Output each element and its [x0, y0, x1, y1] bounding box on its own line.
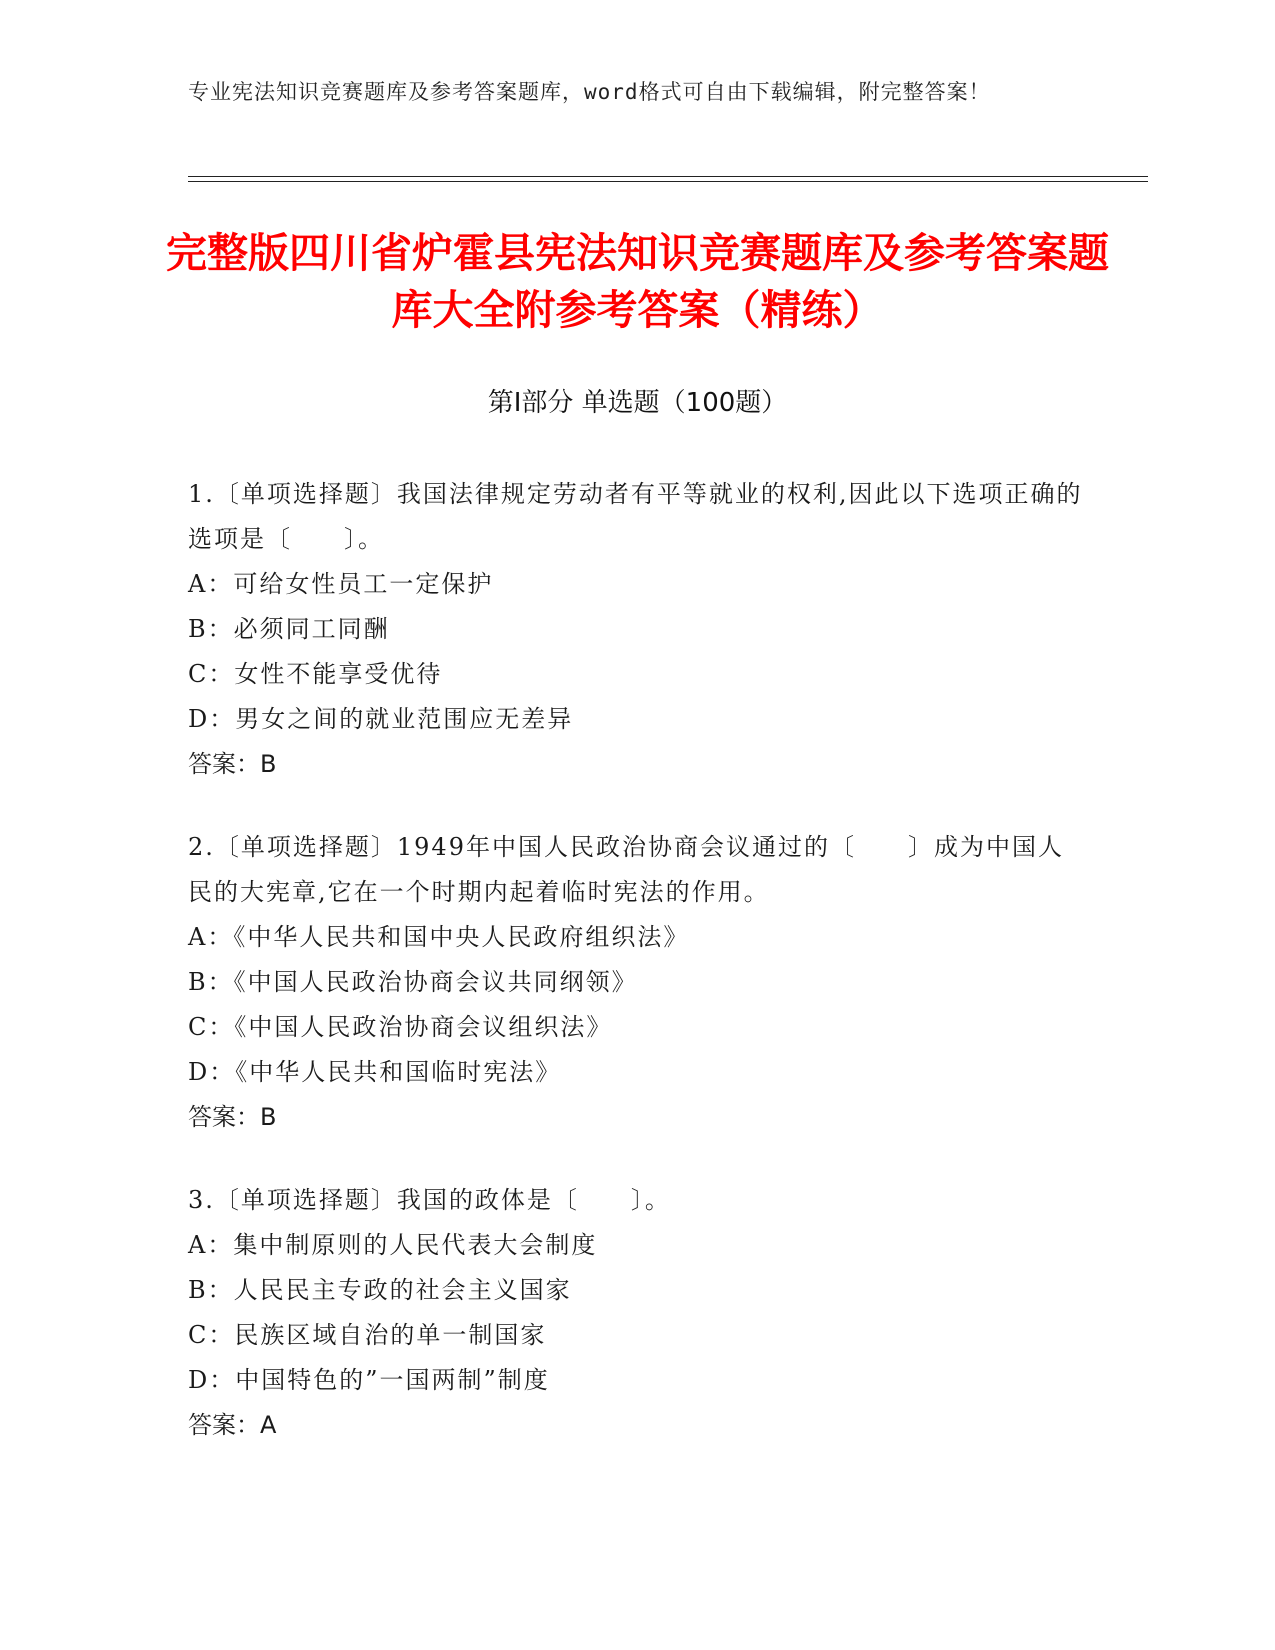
header-divider-top [188, 176, 1148, 177]
answer-line: 答案：A [188, 1411, 277, 1439]
option-b: B：人民民主专政的社会主义国家 [188, 1276, 572, 1304]
option-b: B：必须同工同酬 [188, 615, 390, 643]
option-c: C：《中国人民政治协商会议组织法》 [188, 1013, 613, 1041]
question-item [188, 825, 1088, 1140]
option-c: C：女性不能享受优待 [188, 660, 443, 688]
option-a: A：《中华人民共和国中央人民政府组织法》 [188, 923, 690, 951]
question-item [188, 1178, 1088, 1448]
answer-line: 答案：B [188, 750, 277, 778]
header-divider-bottom [188, 181, 1148, 182]
question-stem: 1.〔单项选择题〕我国法律规定劳动者有平等就业的权利,因此以下选项正确的选项是〔 〕。 [188, 480, 1083, 553]
option-d: D：中国特色的”一国两制”制度 [188, 1366, 550, 1394]
option-b: B：《中国人民政治协商会议共同纲领》 [188, 968, 638, 996]
question-list [188, 472, 1088, 1486]
option-d: D：《中华人民共和国临时宪法》 [188, 1058, 562, 1086]
question-item [188, 472, 1088, 787]
question-stem: 3.〔单项选择题〕我国的政体是〔 〕。 [188, 1186, 671, 1214]
option-a: A：可给女性员工一定保护 [188, 570, 494, 598]
option-c: C：民族区域自治的单一制国家 [188, 1321, 547, 1349]
section-heading: 第Ⅰ部分 单选题（100题） [487, 388, 788, 418]
option-d: D：男女之间的就业范围应无差异 [188, 705, 574, 733]
document-title: 完整版四川省炉霍县宪法知识竞赛题库及参考答案题库大全附参考答案（精练） [166, 229, 1109, 334]
question-stem: 2.〔单项选择题〕1949年中国人民政治协商会议通过的〔 〕成为中国人民的大宪章,它在一个时期内起着临时宪法的作用。 [188, 833, 1064, 906]
option-a: A：集中制原则的人民代表大会制度 [188, 1231, 598, 1259]
answer-line: 答案：B [188, 1103, 277, 1131]
header-note: 专业宪法知识竞赛题库及参考答案题库，word格式可自由下载编辑，附完整答案！ [188, 80, 991, 104]
